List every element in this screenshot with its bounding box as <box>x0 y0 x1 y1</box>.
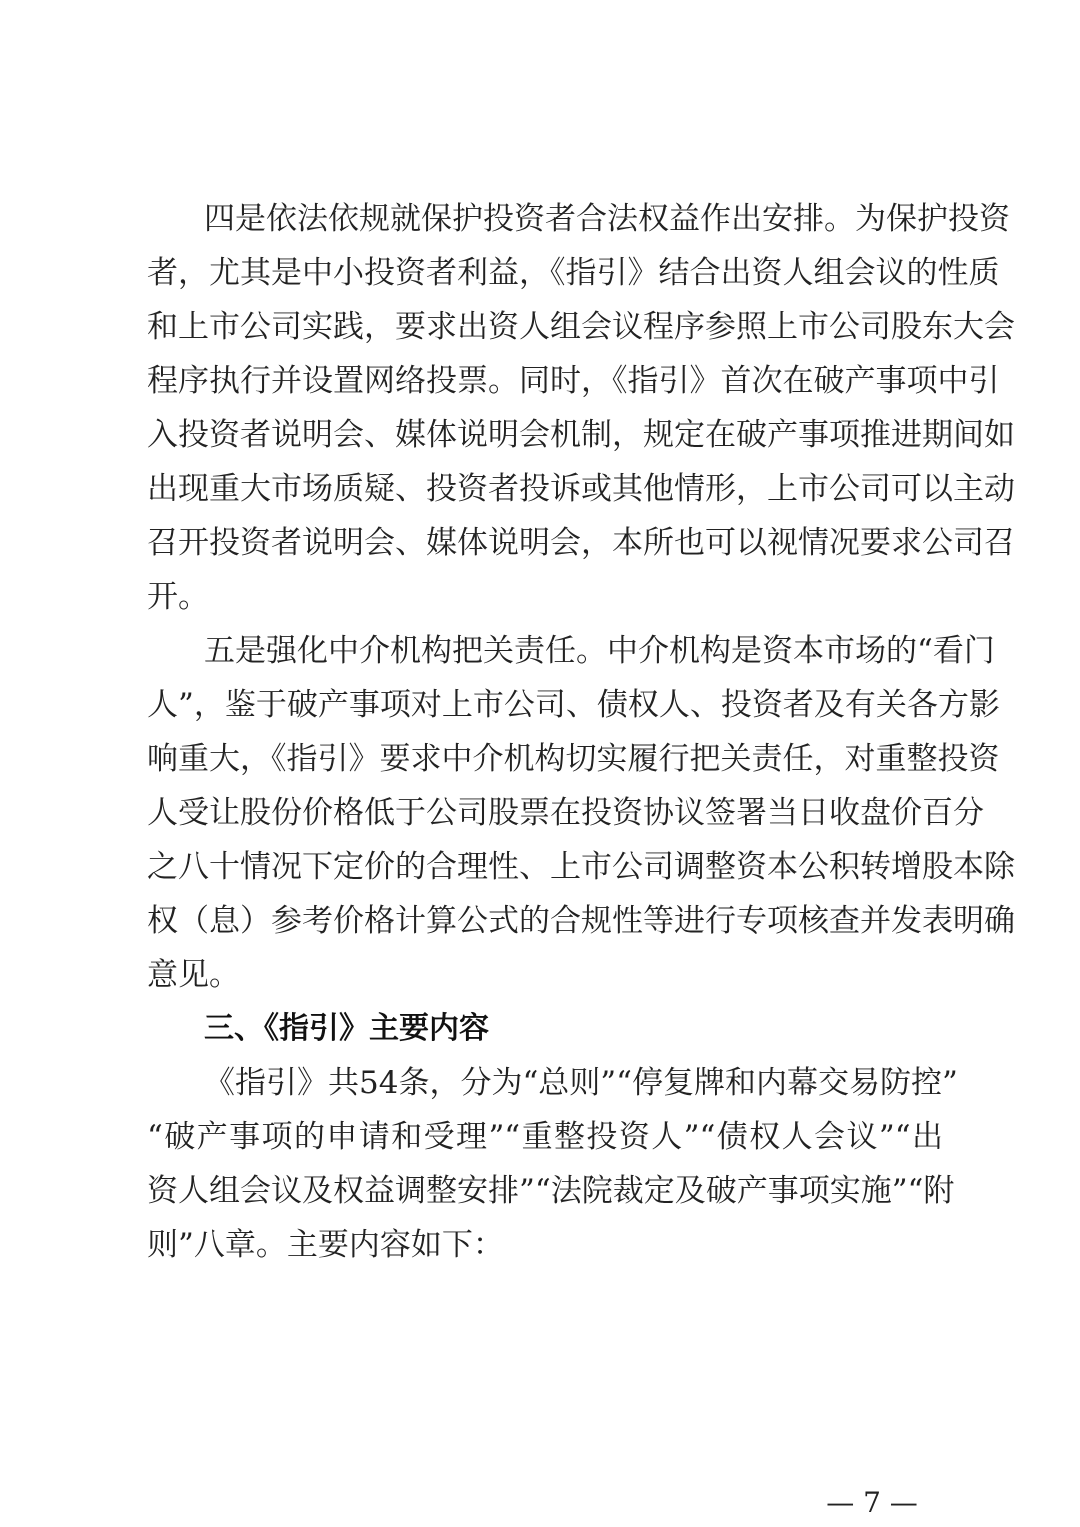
text-line: 四是依法依规就保护投资者合法权益作出安排。为保护投资 <box>204 201 1010 237</box>
section-heading: 三、《指引》主要内容 <box>204 1011 489 1046</box>
text-line: 人”，鉴于破产事项对上市公司、债权人、投资者及有关各方影 <box>147 687 1000 723</box>
text-line: 响重大，《指引》要求中介机构切实履行把关责任，对重整投资 <box>147 741 1000 777</box>
text-line: 出现重大市场质疑、投资者投诉或其他情形，上市公司可以主动 <box>147 471 1015 507</box>
text-line: 《指引》共54条，分为“总则”“停复牌和内幕交易防控” <box>204 1065 958 1101</box>
text-line: “破产事项的申请和受理”“重整投资人”“债权人会议”“出 <box>147 1119 943 1155</box>
text-line: 召开投资者说明会、媒体说明会，本所也可以视情况要求公司召 <box>147 525 1015 561</box>
text-line: 和上市公司实践，要求出资人组会议程序参照上市公司股东大会 <box>147 309 1015 345</box>
text-line: 人受让股份价格低于公司股票在投资协议签署当日收盘价百分 <box>147 795 984 831</box>
text-line: 意见。 <box>147 957 240 993</box>
text-line: 程序执行并设置网络投票。同时，《指引》首次在破产事项中引 <box>147 363 1000 399</box>
text-line: 开。 <box>147 579 209 615</box>
text-line: 资人组会议及权益调整安排”“法院裁定及破产事项实施”“附 <box>147 1173 955 1209</box>
text-line: 则”八章。主要内容如下： <box>147 1227 504 1263</box>
text-line: 五是强化中介机构把关责任。中介机构是资本市场的“看门 <box>204 633 995 669</box>
text-line: 权（息）参考价格计算公式的合规性等进行专项核查并发表明确 <box>147 903 1015 939</box>
text-line: 之八十情况下定价的合理性、上市公司调整资本公积转增股本除 <box>147 849 1015 885</box>
page-number: — 7 — <box>826 1486 918 1519</box>
text-line: 者，尤其是中小投资者利益，《指引》结合出资人组会议的性质 <box>147 255 1000 291</box>
text-line: 入投资者说明会、媒体说明会机制，规定在破产事项推进期间如 <box>147 417 1015 453</box>
